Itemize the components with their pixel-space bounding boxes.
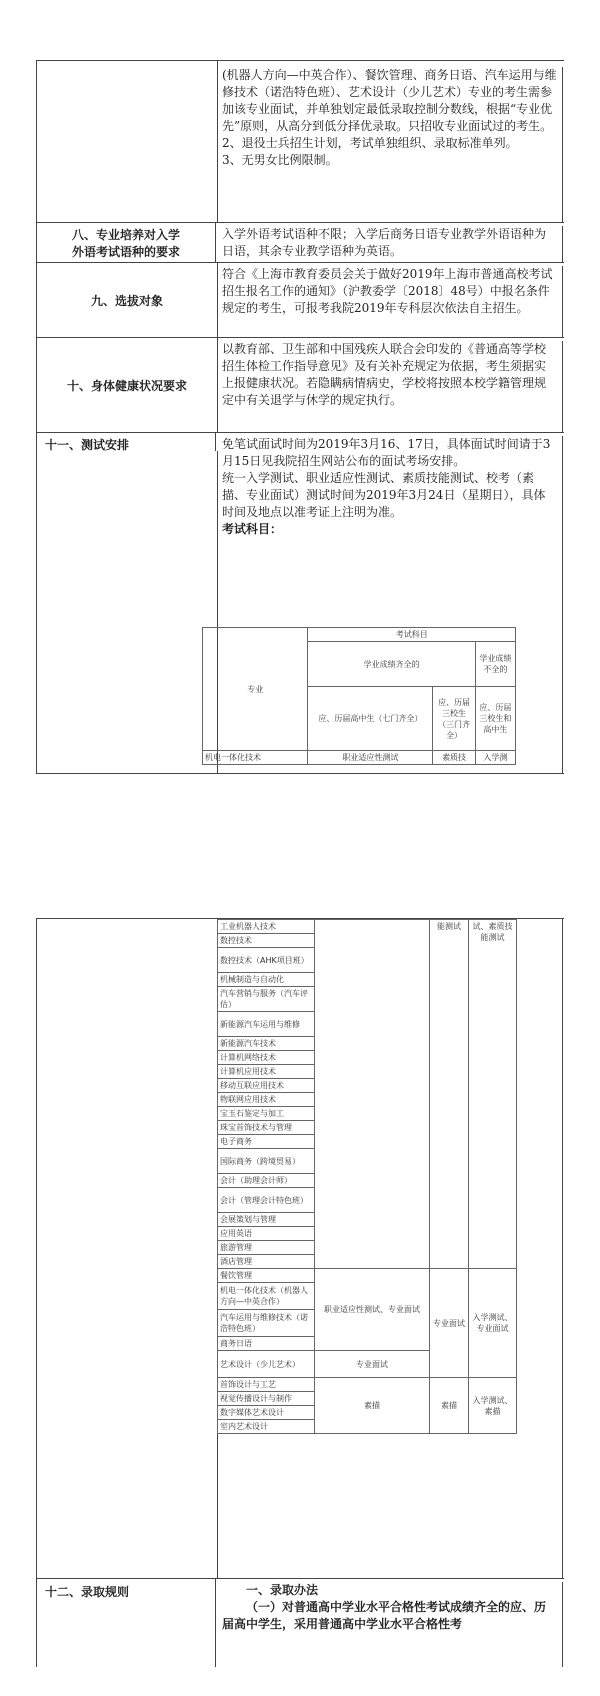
major-cell: 珠宝首饰技术与管理 [218,1121,315,1135]
top-paragraph-3: 3、无男女比例限制。 [222,153,338,167]
test-b-cell: 素质技 [433,751,475,765]
major-cell: 计算机应用技术 [218,1065,315,1079]
page-1 [0,0,600,790]
complete-header: 学业成绩齐全的 [308,642,475,687]
section-12-label: 十二、录取规则 [36,1579,216,1667]
table-row [218,1378,517,1392]
section-8-content: 入学外语考试语种不限；入学后商务日语专业教学外语语种为日语，其余专业教学语种为英语。 [217,226,563,263]
major-cell: 工业机器人技术 [218,920,315,934]
tri-header: 应、历届三校生（三门齐全） [433,687,475,751]
major-cell: 汽车运用与维修技术（诺浩特色班） [218,1310,315,1337]
major-cell: 数控技术 [218,934,315,948]
major-cell: 旅游管理 [218,1241,315,1255]
section-11-row [36,432,564,774]
test-a-cell [315,920,430,1269]
top-paragraph-2: 2、退役士兵招生计划，考试单独组织、录取标准单列。 [222,136,518,150]
test-c-cell: 入学测试、素描 [469,1378,517,1434]
section-10-content: 以教育部、卫生部和中国残疾人联合会印发的《普通高等学校招生体检工作指导意见》及有关补充规定为依据，考生须据实上报健康状况。若隐瞒病情病史，学校将按照本校学籍管理规定中有关退学与休学的规定执行。 [217,341,563,433]
empty-label-cell [36,919,218,1579]
major-cell: 移动互联应用技术 [218,1079,315,1093]
test-c-cell: 试、素质技能测试 [469,920,517,1269]
section-9-content: 符合《上海市教育委员会关于做好2019年上海市普通高校考试招生报名工作的通知》（沪教委学〔2018〕48号）中报名条件规定的考生，可报考我院2019年专科层次依法自主招生。 [217,266,563,338]
tri-hs-header: 应、历届三校生和高中生 [475,687,515,751]
major-cell: 新能源汽车运用与维修 [218,1012,315,1037]
section-12-content [217,1582,563,1667]
test-a-cell: 素描 [315,1378,430,1434]
major-cell: 视觉传播设计与制作 [218,1392,315,1406]
major-cell: 商务日语 [218,1337,315,1351]
major-cell: 国际商务（跨境贸易） [218,1149,315,1174]
section-11-text-1: 免笔试面试时间为2019年3月16、17日，具体面试时间请于3月15日见我院招生网站公布的面试考场安排。 [222,437,551,468]
major-cell: 新能源汽车技术 [218,1037,315,1051]
major-cell: 首饰设计与工艺 [218,1378,315,1392]
section-11-label-filler [36,451,218,773]
hs-header: 应、历届高中生（七门齐全） [308,687,433,751]
test-a-cell: 职业适应性测试、专业面试 [315,1269,430,1351]
major-cell: 会计（助理会计师） [218,1174,315,1188]
major-cell: 物联网应用技术 [218,1093,315,1107]
test-b-cell: 素描 [430,1378,469,1434]
exam-subjects-table-page-1 [202,627,516,765]
major-cell: 宝玉石鉴定与加工 [218,1107,315,1121]
section-12-row [36,1578,564,1667]
major-cell: 会计（管理会计特色班） [218,1188,315,1213]
test-c-cell: 入学测 [475,751,515,765]
major-cell: 会展策划与管理 [218,1213,315,1227]
subjects-header: 考试科目 [308,628,516,642]
major-cell: 数控技术（AHK项目班） [218,948,315,973]
test-b-cell: 专业面试 [430,1269,469,1378]
admission-table-page-1 [36,60,564,772]
section-9-label: 九、选拔对象 [36,263,218,338]
section-11-label: 十一、测试安排 [36,433,216,451]
continuation-label-cell [36,61,218,223]
section-11-text-2: 统一入学测试、职业适应性测试、素质技能测试、校考（素描、专业面试）测试时间为2019年3月24日（星期日），具体时间及地点以准考证上注明为准。 [222,471,546,519]
test-b-cell: 能测试 [430,920,469,1269]
test-a-cell: 专业面试 [315,1351,430,1378]
test-a-cell: 职业适应性测试 [308,751,433,765]
major-cell: 机械制造与自动化 [218,973,315,987]
incomplete-header: 学业成绩不全的 [475,642,515,687]
table-row [218,920,517,934]
major-cell: 汽车营销与服务（汽车评估） [218,987,315,1012]
exam-subjects-table-page-2 [217,919,517,1434]
top-paragraph-1: (机器人方向—中英合作）、餐饮管理、商务日语、汽车运用与维修技术（诺浩特色班）、艺术设计（少儿艺术）专业的考生需参加该专业面试，并单独划定最低录取控制分数线，根据“专业优先”原则，从高分到低分择优录取。只招收专业面试过的考生。 [222,68,557,133]
major-cell: 电子商务 [218,1135,315,1149]
continuation-row [36,60,564,223]
test-c-cell: 入学测试、专业面试 [469,1269,517,1378]
major-cell: 室内艺术设计 [218,1420,315,1434]
page-2 [0,900,600,1696]
table-row [218,1269,517,1283]
continuation-content [217,67,563,223]
section-8-row [36,222,564,263]
admission-method-heading: 一、录取办法 [246,1583,319,1597]
section-9-row [36,262,564,338]
major-cell: 数字媒体艺术设计 [218,1406,315,1420]
table-continuation-row [36,918,564,1579]
major-cell: 酒店管理 [218,1255,315,1269]
major-cell: 机电一体化技术 [203,751,308,765]
section-8-label: 八、专业培养对入学外语考试语种的要求 [36,223,216,263]
exam-subjects-title: 考试科目： [222,522,283,536]
major-header: 专业 [203,628,308,751]
section-10-label: 十、身体健康状况要求 [36,338,218,433]
admission-rule-text: （一）对普通高中学业水平合格性考试成绩齐全的应、历届高中学生，采用普通高中学业水平合格性考 [222,1600,547,1631]
major-cell: 艺术设计（少儿艺术） [218,1351,315,1378]
section-10-row [36,337,564,433]
admission-table-page-2 [36,918,564,1666]
major-cell: 餐饮管理 [218,1269,315,1283]
major-cell: 应用英语 [218,1227,315,1241]
major-cell: 机电一体化技术（机器人方向—中英合作） [218,1283,315,1310]
major-cell: 计算机网络技术 [218,1051,315,1065]
